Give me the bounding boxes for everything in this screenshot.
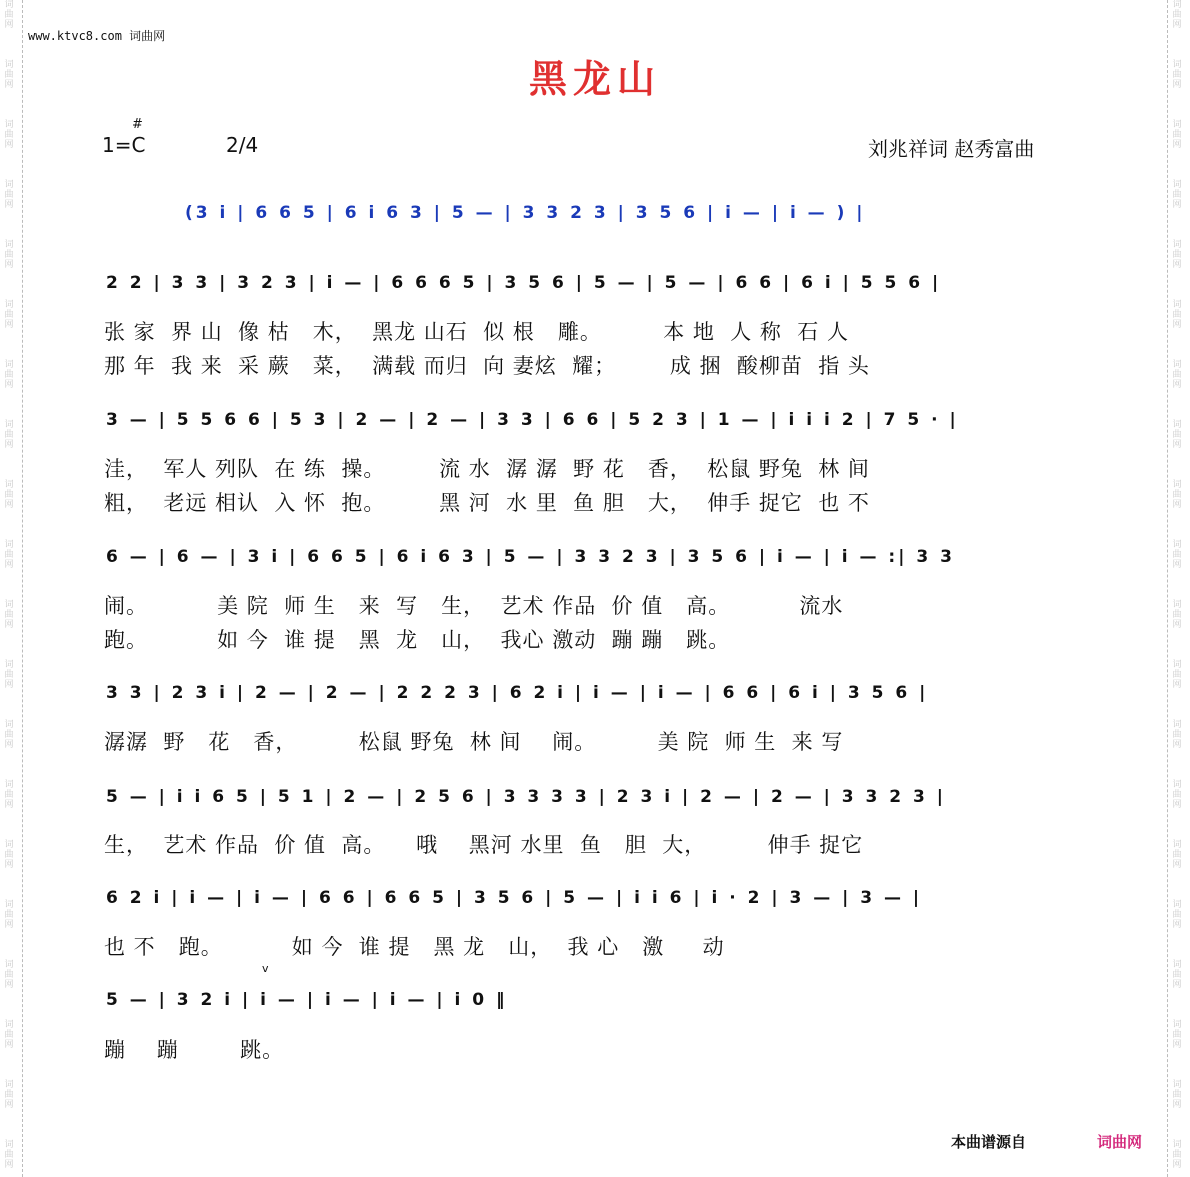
left-watermark-strip (0, 0, 23, 1177)
lyrics-line-1a: 张 家 界 山 像 枯 木， 黑龙 山石 似 根 雕。 本 地 人 称 石 人 (104, 320, 849, 344)
lyrics-row-1a (100, 316, 1080, 346)
side-watermark-text: 词 曲 网 (1172, 360, 1182, 390)
side-watermark-text: 词 曲 网 (4, 1080, 14, 1110)
notes-line-1: 2 2 | 3 3 | 3 2 3 | i — | 6 6 6 5 | 3 5 6 | 5 — | 5 — | 6 6 | 6 i | 5 5 6 | (106, 273, 942, 293)
key-signature (102, 117, 146, 157)
lyrics-row-3a (100, 590, 1080, 620)
side-watermark-text: 词 曲 网 (1172, 660, 1182, 690)
lyrics-row-7 (100, 1034, 1080, 1064)
notes-row-6 (100, 888, 1080, 918)
side-watermark-text: 词 曲 网 (4, 780, 14, 810)
notes-line-2: 3 — | 5 5 6 6 | 5 3 | 2 — | 2 — | 3 3 | 6 6 | 5 2 3 | 1 — | i i i 2 | 7 5 · | (106, 410, 959, 430)
side-watermark-text: 词 曲 网 (1172, 1140, 1182, 1170)
right-watermark-strip (1167, 0, 1190, 1177)
lyrics-row-2a (100, 453, 1080, 483)
side-watermark-text: 词 曲 网 (1172, 600, 1182, 630)
lyrics-row-5 (100, 829, 1080, 859)
lyrics-line-5: 生， 艺术 作品 价 值 高。 哦 黑河 水里 鱼 胆 大， 伸手 捉它 (104, 833, 864, 857)
lyrics-row-2b (100, 487, 1080, 517)
side-watermark-text: 词 曲 网 (4, 360, 14, 390)
notes-row-7 (100, 990, 1080, 1020)
brand-link[interactable]: 词曲网 (1097, 1133, 1143, 1151)
side-watermark-text: 词 曲 网 (4, 480, 14, 510)
lyrics-line-3b: 跑。 如 今 谁 提 黑 龙 山， 我心 激动 蹦 蹦 跳。 (104, 628, 731, 652)
key-prefix: 1= (102, 133, 132, 157)
side-watermark-text: 词 曲 网 (1172, 1080, 1182, 1110)
side-watermark-text: 词 曲 网 (1172, 300, 1182, 330)
song-title: 黑龙山 (528, 56, 661, 101)
notes-line-4: 3 3 | 2 3 i | 2 — | 2 — | 2 2 2 3 | 6 2 i | i — | i — | 6 6 | 6 i | 3 5 6 | (106, 683, 929, 703)
side-watermark-text: 词 曲 网 (4, 1140, 14, 1170)
side-watermark-text: 词 曲 网 (1172, 240, 1182, 270)
notes-row-3 (100, 547, 1080, 577)
side-watermark-text: 词 曲 网 (1172, 1020, 1182, 1050)
side-watermark-text: 词 曲 网 (4, 420, 14, 450)
side-watermark-text: 词 曲 网 (1172, 900, 1182, 930)
breath-mark-row (100, 962, 1080, 992)
side-watermark-text: 词 曲 网 (4, 60, 14, 90)
side-watermark-text: 词 曲 网 (4, 840, 14, 870)
intro-notes: (3 i | 6 6 5 | 6 i 6 3 | 5 — | 3 3 2 3 | 3 5 6 | i — | i — ) | (185, 203, 866, 223)
side-watermark-text: 词 曲 网 (4, 300, 14, 330)
notes-row-5 (100, 787, 1080, 817)
side-watermark-text: 词 曲 网 (1172, 840, 1182, 870)
lyrics-line-3a: 闹。 美 院 师 生 来 写 生， 艺术 作品 价 值 高。 流水 (104, 594, 844, 618)
side-watermark-text: 词 曲 网 (1172, 60, 1182, 90)
lyrics-line-2a: 洼， 军人 列队 在 练 操。 流 水 潺 潺 野 花 香， 松鼠 野兔 林 间 (104, 457, 870, 481)
side-watermark-text: 词 曲 网 (1172, 960, 1182, 990)
side-watermark-text: 词 曲 网 (4, 120, 14, 150)
side-watermark-text: 词 曲 网 (1172, 720, 1182, 750)
site-url-watermark: www.ktvc8.com 词曲网 (28, 29, 166, 43)
side-watermark-text: 词 曲 网 (4, 180, 14, 210)
lyrics-line-1b: 那 年 我 来 采 蕨 菜， 满载 而归 向 妻炫 耀； 成 捆 酸柳苗 指 头 (104, 354, 870, 378)
source-label: 本曲谱源自 (951, 1133, 1027, 1151)
side-watermark-text: 词 曲 网 (4, 240, 14, 270)
notes-line-5: 5 — | i i 6 5 | 5 1 | 2 — | 2 5 6 | 3 3 3 3 | 2 3 i | 2 — | 2 — | 3 3 2 3 | (106, 787, 946, 807)
notes-row-2 (100, 410, 1080, 440)
notes-row-4 (100, 683, 1080, 713)
side-watermark-text: 词 曲 网 (1172, 120, 1182, 150)
side-watermark-text: 词 曲 网 (4, 960, 14, 990)
side-watermark-text: 词 曲 网 (4, 1020, 14, 1050)
side-watermark-text: 词 曲 网 (4, 720, 14, 750)
sharp-sign: # (132, 117, 143, 132)
lyrics-line-4: 潺潺 野 花 香， 松鼠 野兔 林 间 闹。 美 院 师 生 来 写 (104, 730, 844, 754)
side-watermark-text: 词 曲 网 (4, 660, 14, 690)
key-note: C (131, 133, 146, 157)
notes-line-6: 6 2 i | i — | i — | 6 6 | 6 6 5 | 3 5 6 | 5 — | i i 6 | i · 2 | 3 — | 3 — | (106, 888, 923, 908)
side-watermark-text: 词 曲 网 (1172, 480, 1182, 510)
side-watermark-text: 词 曲 网 (1172, 540, 1182, 570)
time-signature: 2/4 (226, 133, 259, 157)
lyrics-line-7: 蹦 蹦 跳。 (104, 1038, 285, 1062)
breath-mark: v (262, 962, 269, 975)
side-watermark-text: 词 曲 网 (4, 0, 14, 30)
lyrics-row-6 (100, 931, 1080, 961)
side-watermark-text: 词 曲 网 (4, 540, 14, 570)
side-watermark-text: 词 曲 网 (1172, 180, 1182, 210)
notes-line-3: 6 — | 6 — | 3 i | 6 6 5 | 6 i 6 3 | 5 — | 3 3 2 3 | 3 5 6 | i — | i — :| 3 3 (106, 547, 955, 567)
song-credits: 刘兆祥词 赵秀富曲 (868, 137, 1035, 161)
side-watermark-text: 词 曲 网 (4, 600, 14, 630)
side-watermark-text: 词 曲 网 (4, 900, 14, 930)
lyrics-line-6: 也 不 跑。 如 今 谁 提 黑 龙 山， 我 心 激 动 (104, 935, 725, 959)
lyrics-line-2b: 粗， 老远 相认 入 怀 抱。 黑 河 水 里 鱼 胆 大， 伸手 捉它 也 不 (104, 491, 870, 515)
lyrics-row-1b (100, 350, 1080, 380)
notes-line-7: 5 — | 3 2 i | i — | i — | i — | i 0 ‖ (106, 990, 508, 1010)
lyrics-row-3b (100, 624, 1080, 654)
side-watermark-text: 词 曲 网 (1172, 420, 1182, 450)
lyrics-row-4 (100, 726, 1080, 756)
notes-row-1 (100, 273, 1080, 303)
side-watermark-text: 词 曲 网 (1172, 780, 1182, 810)
intro-notes-row (185, 203, 985, 233)
side-watermark-text: 词 曲 网 (1172, 0, 1182, 30)
